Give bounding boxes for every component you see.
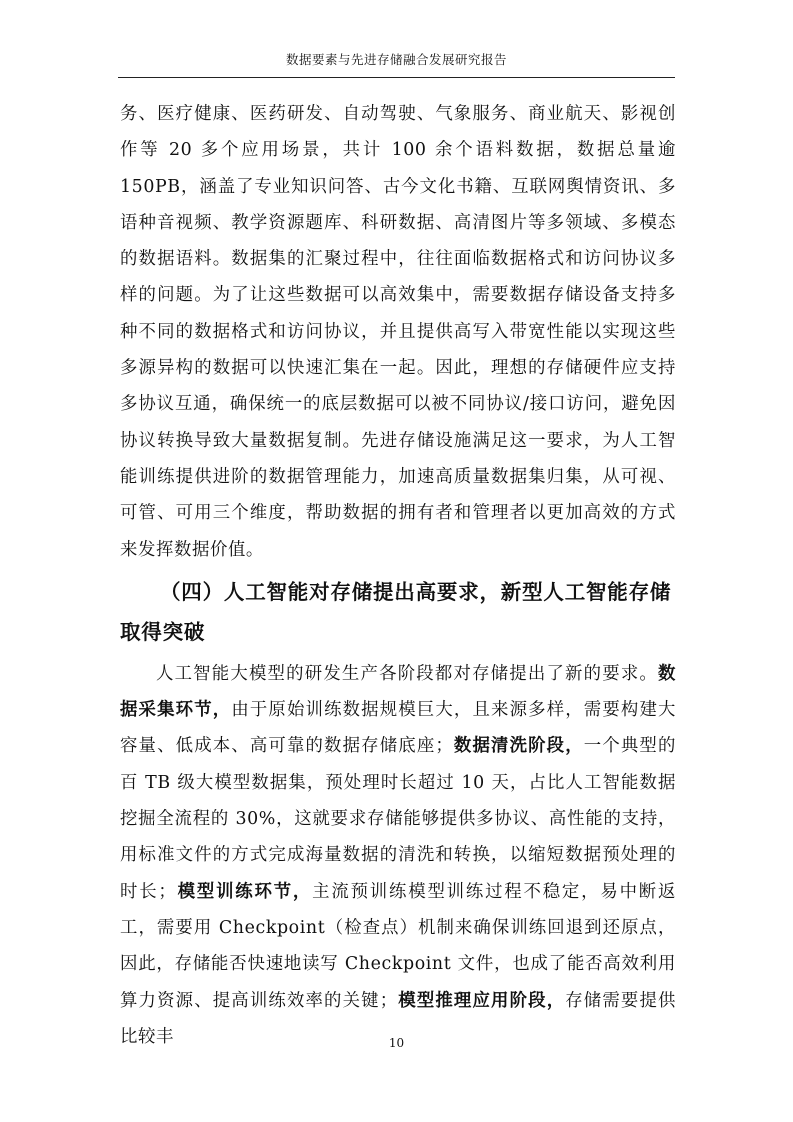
bold-term: 模型推理应用阶段， bbox=[397, 990, 566, 1011]
bold-term: 数据采集环节， bbox=[120, 663, 676, 721]
section-heading: （四）人工智能对存储提出高要求，新型人工智能存储取得突破 bbox=[120, 579, 672, 644]
page-number: 10 bbox=[388, 1036, 405, 1050]
bold-term: 数据清洗阶段， bbox=[453, 736, 584, 757]
text-run: 主流预训练模型训练过程不稳定，易中断返工，需要用 Checkpoint（检查点）机制来确保训练回退到还原点，因此，存储能否快速地读写 Checkpoint 文件，也成了能否高效利用算力资源、提高训练效率的关键； bbox=[120, 881, 676, 1011]
text-run: 人工智能大模型的研发生产各阶段都对存储提出了新的要求。 bbox=[156, 663, 658, 684]
running-header: 数据要素与先进存储融合发展研究报告 bbox=[285, 52, 507, 67]
header-divider bbox=[118, 77, 675, 78]
text-run: 存储需要提供比较丰 bbox=[120, 990, 676, 1047]
body-paragraph: 务、医疗健康、医药研发、自动驾驶、气象服务、商业航天、影视创作等 20 多个应用场景，共计 100 余个语料数据，数据总量逾 150PB，涵盖了专业知识问答、古今文化书籍、互联网舆情资讯、多语种音视频、教学资源题库、科研数据、高清图片等多领域、多模态的数据语料。数据集的汇聚过程中，往往面临数据格式和访问协议多样的问题。为了让这些数据可以高效集中，需要数据存储设备支持多种不同的数据格式和访问协议，并且提供高写入带宽性能以实现这些多源异构的数据可以快速汇集在一起。因此，理想的存储硬件应支持多协议互通，确保统一的底层数据可以被不同协议/接口访问，避免因协议转换导致大量数据复制。先进存储设施满足这一要求，为人工智能训练提供进阶的数据管理能力，加速高质量数据集归集，从可视、可管、可用三个维度，帮助数据的拥有者和管理者以更加高效的方式来发挥数据价值。 bbox=[120, 104, 676, 560]
text-run: 一个典型的百 TB 级大模型数据集，预处理时长超过 10 天，占比人工智能数据挖掘全流程的 30%，这就要求存储能够提供多协议、高性能的支持，用标准文件的方式完成海量数据的清洗和转换，以缩短数据预处理的时长； bbox=[120, 736, 676, 902]
body-paragraph bbox=[120, 656, 676, 1055]
text-run: 由于原始训练数据规模巨大，且来源多样，需要构建大容量、低成本、高可靠的数据存储底座； bbox=[120, 700, 676, 757]
bold-term: 模型训练环节， bbox=[176, 881, 313, 902]
page-body bbox=[120, 96, 676, 1055]
